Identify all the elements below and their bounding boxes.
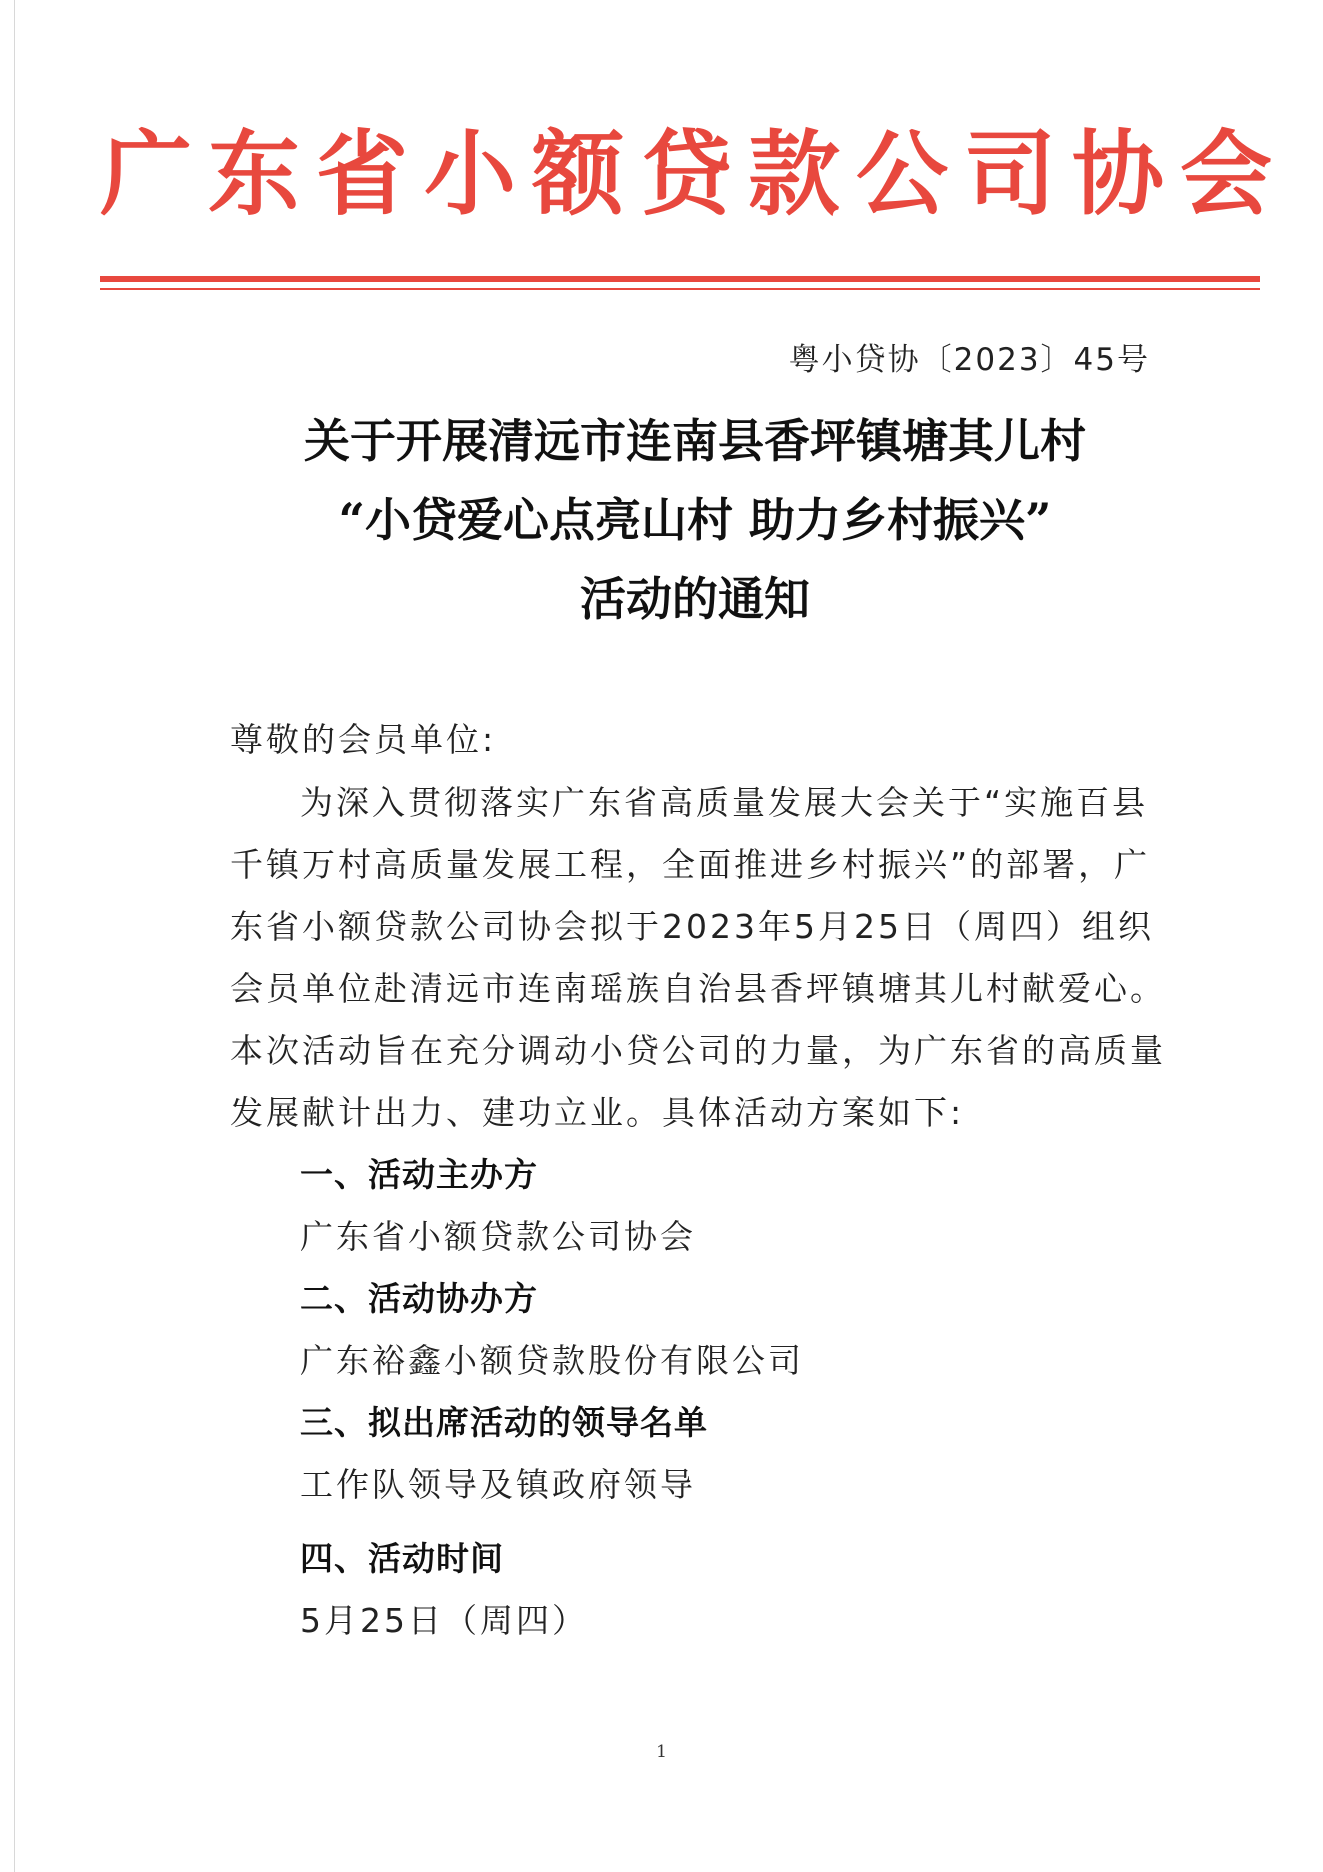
intro-line: 东省小额贷款公司协会拟于2023年5月25日（周四）组织: [230, 907, 1154, 946]
section-co-organizer: [300, 1268, 1160, 1392]
section-body: 广东省小额贷款公司协会: [300, 1217, 696, 1256]
letterhead-rule-thick: [100, 276, 1260, 282]
letterhead-rule-thin: [100, 288, 1260, 290]
intro-line: 发展献计出力、建功立业。具体活动方案如下:: [230, 1093, 965, 1132]
section-body: 广东裕鑫小额贷款股份有限公司: [300, 1341, 804, 1380]
section-body: 工作队领导及镇政府领导: [300, 1465, 696, 1504]
page-edge-line: [14, 0, 15, 1872]
title-line-1: 关于开展清远市连南县香坪镇塘其儿村: [304, 414, 1086, 468]
title-line-3: 活动的通知: [580, 572, 810, 626]
intro-line: 千镇万村高质量发展工程，全面推进乡村振兴”的部署，广: [230, 845, 1151, 884]
intro-line: 会员单位赴清远市连南瑶族自治县香坪镇塘其儿村献爱心。: [230, 969, 1166, 1008]
intro-paragraph: [230, 772, 1166, 1144]
section-heading: 三、拟出席活动的领导名单: [300, 1403, 708, 1442]
section-time: [300, 1528, 1160, 1652]
letterhead-title: 广东省小额贷款公司协会: [100, 120, 1289, 228]
section-heading: 四、活动时间: [300, 1539, 504, 1578]
page-number: 1: [656, 1742, 667, 1762]
section-attendees: [300, 1392, 1160, 1516]
section-heading: 一、活动主办方: [300, 1155, 538, 1194]
section-organizer: [300, 1144, 1160, 1268]
document-title: [150, 402, 1240, 639]
section-heading: 二、活动协办方: [300, 1279, 538, 1318]
section-body: 5月25日（周四）: [300, 1601, 588, 1640]
document-body: [230, 708, 1166, 1652]
intro-line: 本次活动旨在充分调动小贷公司的力量，为广东省的高质量: [230, 1031, 1166, 1070]
document-number: 粤小贷协〔2023〕45号: [788, 342, 1150, 378]
title-line-2: “小贷爱心点亮山村 助力乡村振兴”: [338, 493, 1052, 547]
salutation: 尊敬的会员单位:: [230, 720, 497, 759]
intro-line: 为深入贯彻落实广东省高质量发展大会关于“实施百县: [300, 783, 1149, 822]
